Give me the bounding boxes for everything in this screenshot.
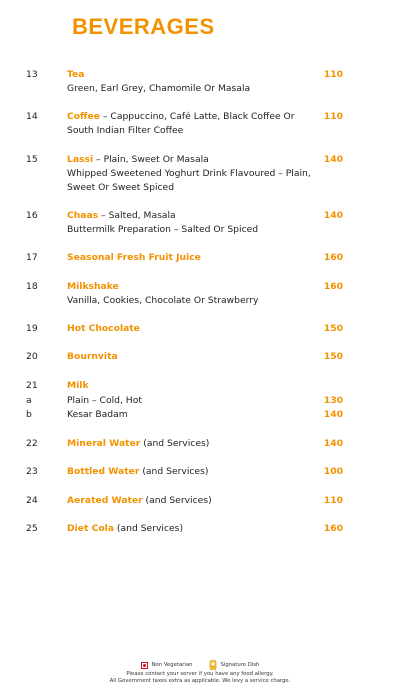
item-number: 16 <box>26 210 38 221</box>
item-price: 150 <box>323 351 343 362</box>
item-description: Whipped Sweetened Yoghurt Drink Flavoured – Plain, <box>67 168 311 179</box>
item-number: 19 <box>26 323 38 334</box>
subitem-price: 130 <box>323 395 343 406</box>
legend-signature-label: Signature Dish <box>220 661 260 668</box>
item-name-line <box>67 153 322 167</box>
item-inline-description: (and Services) <box>139 466 209 477</box>
item-inline-description: – Cappuccino, Café Latte, Black Coffee Or <box>99 111 295 122</box>
item-name-line <box>67 68 322 82</box>
legend <box>0 660 400 670</box>
item-number: 14 <box>26 111 38 122</box>
allergy-notice: Please contact your server if you have any food allergy. <box>126 671 274 677</box>
item-name: Bournvita <box>67 351 118 362</box>
item-name: Tea <box>67 69 85 80</box>
item-name-line <box>67 280 322 294</box>
item-description: Buttermilk Preparation – Salted Or Spiced <box>67 224 259 235</box>
item-name-line <box>67 522 322 536</box>
footer <box>0 660 400 685</box>
item-number: 17 <box>26 252 38 263</box>
item-description: South Indian Filter Coffee <box>67 125 184 136</box>
legend-nonveg <box>141 662 193 669</box>
item-inline-description: (and Services) <box>142 495 212 506</box>
item-number: 25 <box>26 523 38 534</box>
legend-signature <box>209 660 260 670</box>
item-number: 24 <box>26 495 38 506</box>
item-name-line <box>67 209 322 223</box>
tax-notice: All Government taxes extra as applicable. We levy a service charge. <box>109 678 291 684</box>
item-name-line <box>67 494 322 508</box>
item-price: 110 <box>323 495 343 506</box>
item-name: Seasonal Fresh Fruit Juice <box>67 252 201 263</box>
item-description: Green, Earl Grey, Chamomile Or Masala <box>67 83 251 94</box>
item-number: 23 <box>26 466 38 477</box>
page-title: BEVERAGES <box>72 14 215 39</box>
item-price: 110 <box>323 111 343 122</box>
item-inline-description: – Plain, Sweet Or Masala <box>93 154 209 165</box>
item-name: Bottled Water <box>67 466 140 477</box>
item-price: 140 <box>323 154 343 165</box>
item-name: Aerated Water <box>67 495 143 506</box>
nonveg-icon <box>141 662 148 669</box>
subitem-letter: a <box>26 395 32 406</box>
item-name-line <box>67 110 322 124</box>
item-number: 15 <box>26 154 38 165</box>
subitem-letter: b <box>26 409 32 420</box>
item-name-line <box>67 437 322 451</box>
item-name: Lassi <box>67 154 94 165</box>
item-name: Milkshake <box>67 281 119 292</box>
item-number: 21 <box>26 380 38 391</box>
item-name: Diet Cola <box>67 523 115 534</box>
subitem-label: Plain – Cold, Hot <box>67 395 142 406</box>
item-price: 160 <box>323 523 343 534</box>
item-price: 140 <box>323 210 343 221</box>
item-price: 100 <box>323 466 343 477</box>
item-inline-description: – Salted, Masala <box>98 210 176 221</box>
subitem-price: 140 <box>323 409 343 420</box>
subitem-label: Kesar Badam <box>67 409 128 420</box>
item-price: 160 <box>323 281 343 292</box>
item-name-line <box>67 465 322 479</box>
item-price: 160 <box>323 252 343 263</box>
item-price: 110 <box>323 69 343 80</box>
item-price: 150 <box>323 323 343 334</box>
item-name-line <box>67 379 322 393</box>
legend-nonveg-label: Non Vegetarian <box>151 661 193 668</box>
item-number: 20 <box>26 351 38 362</box>
item-name: Hot Chocolate <box>67 323 140 334</box>
item-description: Vanilla, Cookies, Chocolate Or Strawberry <box>67 295 259 306</box>
item-name: Chaas <box>67 210 99 221</box>
item-price: 140 <box>323 438 343 449</box>
item-number: 18 <box>26 281 38 292</box>
item-name: Coffee <box>67 111 100 122</box>
item-name-line <box>67 251 322 265</box>
item-name-line <box>67 322 322 336</box>
item-name: Milk <box>67 380 89 391</box>
item-number: 22 <box>26 438 38 449</box>
item-inline-description: (and Services) <box>114 523 184 534</box>
item-inline-description: (and Services) <box>140 438 210 449</box>
item-name: Mineral Water <box>67 438 141 449</box>
item-name-line <box>67 350 322 364</box>
item-description: Sweet Or Sweet Spiced <box>67 182 175 193</box>
signature-dish-icon <box>209 660 217 670</box>
item-number: 13 <box>26 69 38 80</box>
